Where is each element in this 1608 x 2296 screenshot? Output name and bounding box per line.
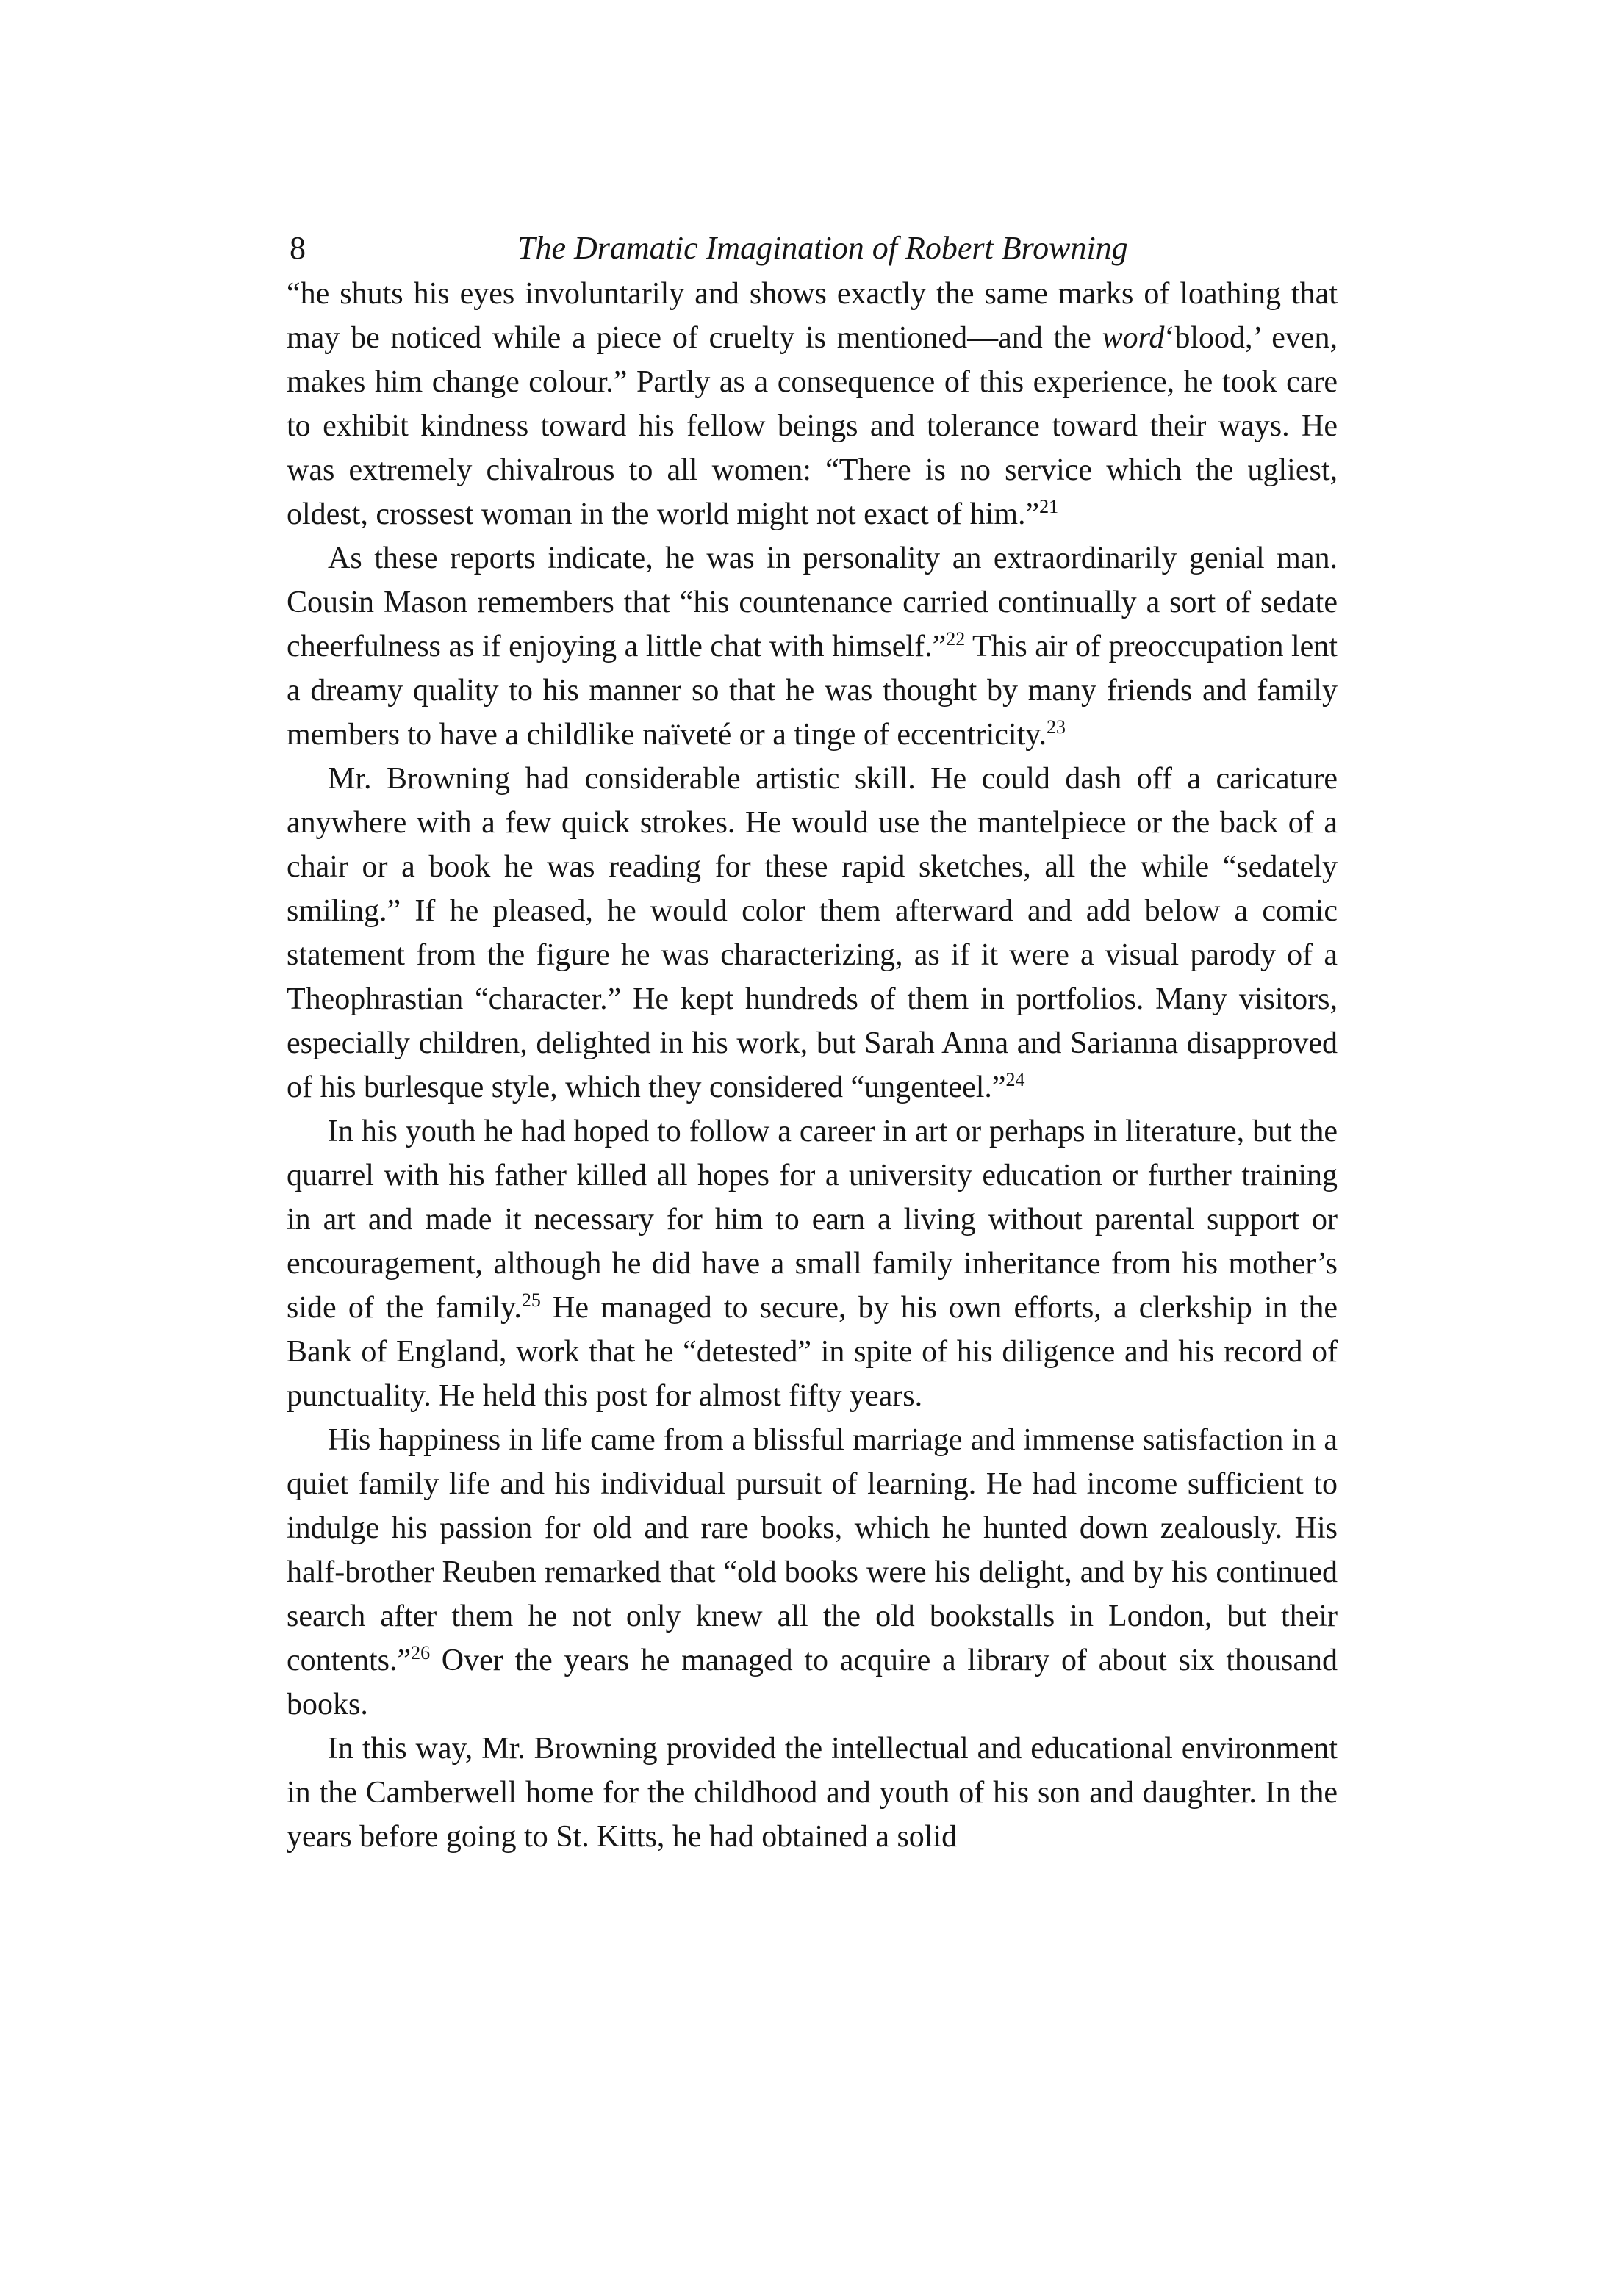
paragraph	[287, 536, 1338, 757]
text-segment: Over the years he managed to acquire a library of about six thousand books.	[287, 1644, 1338, 1721]
text-segment: In this way, Mr. Browning provided the intellectual and educational environment in the Camberwell home for the childhood and youth of his son and daughter. In the years before going to St. Kitts, he had obtained a solid	[287, 1732, 1338, 1854]
running-title: The Dramatic Imagination of Robert Browning	[517, 230, 1128, 266]
paragraph	[287, 272, 1338, 536]
paragraph	[287, 1727, 1338, 1859]
footnote-ref: 26	[411, 1642, 431, 1663]
text-segment: In his youth he had hoped to follow a career in art or perhaps in literature, but the quarrel with his father killed all hopes for a university education or further training in art and made it necessary for him to earn a living without parental support or encouragement, although he did have a small family inheritance from his mother’s side of the family.	[287, 1115, 1338, 1325]
text-segment: Mr. Browning had considerable artistic skill. He could dash off a caricature anywhere with a few quick strokes. He would use the mantelpiece or the back of a chair or a book he was reading for these rapid sketches, all the while “sedately smiling.” If he pleased, he would color them afterward and add below a comic statement from the figure he was characterizing, as if it were a visual parody of a Theophrastian “character.” He kept hundreds of them in portfolios. Many visitors, especially children, delighted in his work, but Sarah Anna and Sarianna disapproved of his burlesque style, which they considered “ungenteel.”	[287, 762, 1338, 1104]
paragraph	[287, 757, 1338, 1109]
text-segment: This air of preoccupation lent a dreamy quality to his manner so that he was thought by many friends and family members to have a childlike naïveté or a tinge of eccentricity.	[287, 630, 1338, 752]
italic-word: word	[1102, 321, 1165, 355]
text-segment: As these reports indicate, he was in personality an extraordinarily genial man. Cousin Mason remembers that “his countenance carried continually a sort of sedate cheerfulness as if enjoying a little chat with himself.”	[287, 541, 1338, 663]
page-number: 8	[290, 230, 306, 266]
text-segment: ‘blood,’ even, makes him change colour.” Partly as a consequence of this experience, he took care to exhibit kindness toward his fellow beings and tolerance toward their ways. He was extremely chivalrous to all women: “There is no service which the ugliest, oldest, crossest woman in the world might not exact of him.”	[287, 321, 1338, 531]
paragraph	[287, 1109, 1338, 1418]
footnote-ref: 23	[1047, 716, 1066, 738]
text-segment: “he shuts his eyes involuntarily and shows exactly the same marks of loathing that may be noticed while a piece of cruelty is mentioned—and the	[287, 277, 1338, 355]
body-text	[287, 272, 1338, 1859]
footnote-ref: 22	[946, 628, 966, 649]
text-segment: He managed to secure, by his own efforts, a clerkship in the Bank of England, work that he “detested” in spite of his diligence and his record of punctuality. He held this post for almost fifty years.	[287, 1291, 1338, 1413]
footnote-ref: 24	[1005, 1069, 1025, 1090]
text-segment: His happiness in life came from a blissful marriage and immense satisfaction in a quiet family life and his individual pursuit of learning. He had income sufficient to indulge his passion for old and rare books, which he hunted down zealously. His half-brother Reuben remarked that “old books were his delight, and by his continued search after them he not only knew all the old bookstalls in London, but their contents.”	[287, 1423, 1338, 1677]
paragraph	[287, 1418, 1338, 1727]
footnote-ref: 21	[1039, 496, 1059, 517]
footnote-ref: 25	[521, 1289, 541, 1311]
